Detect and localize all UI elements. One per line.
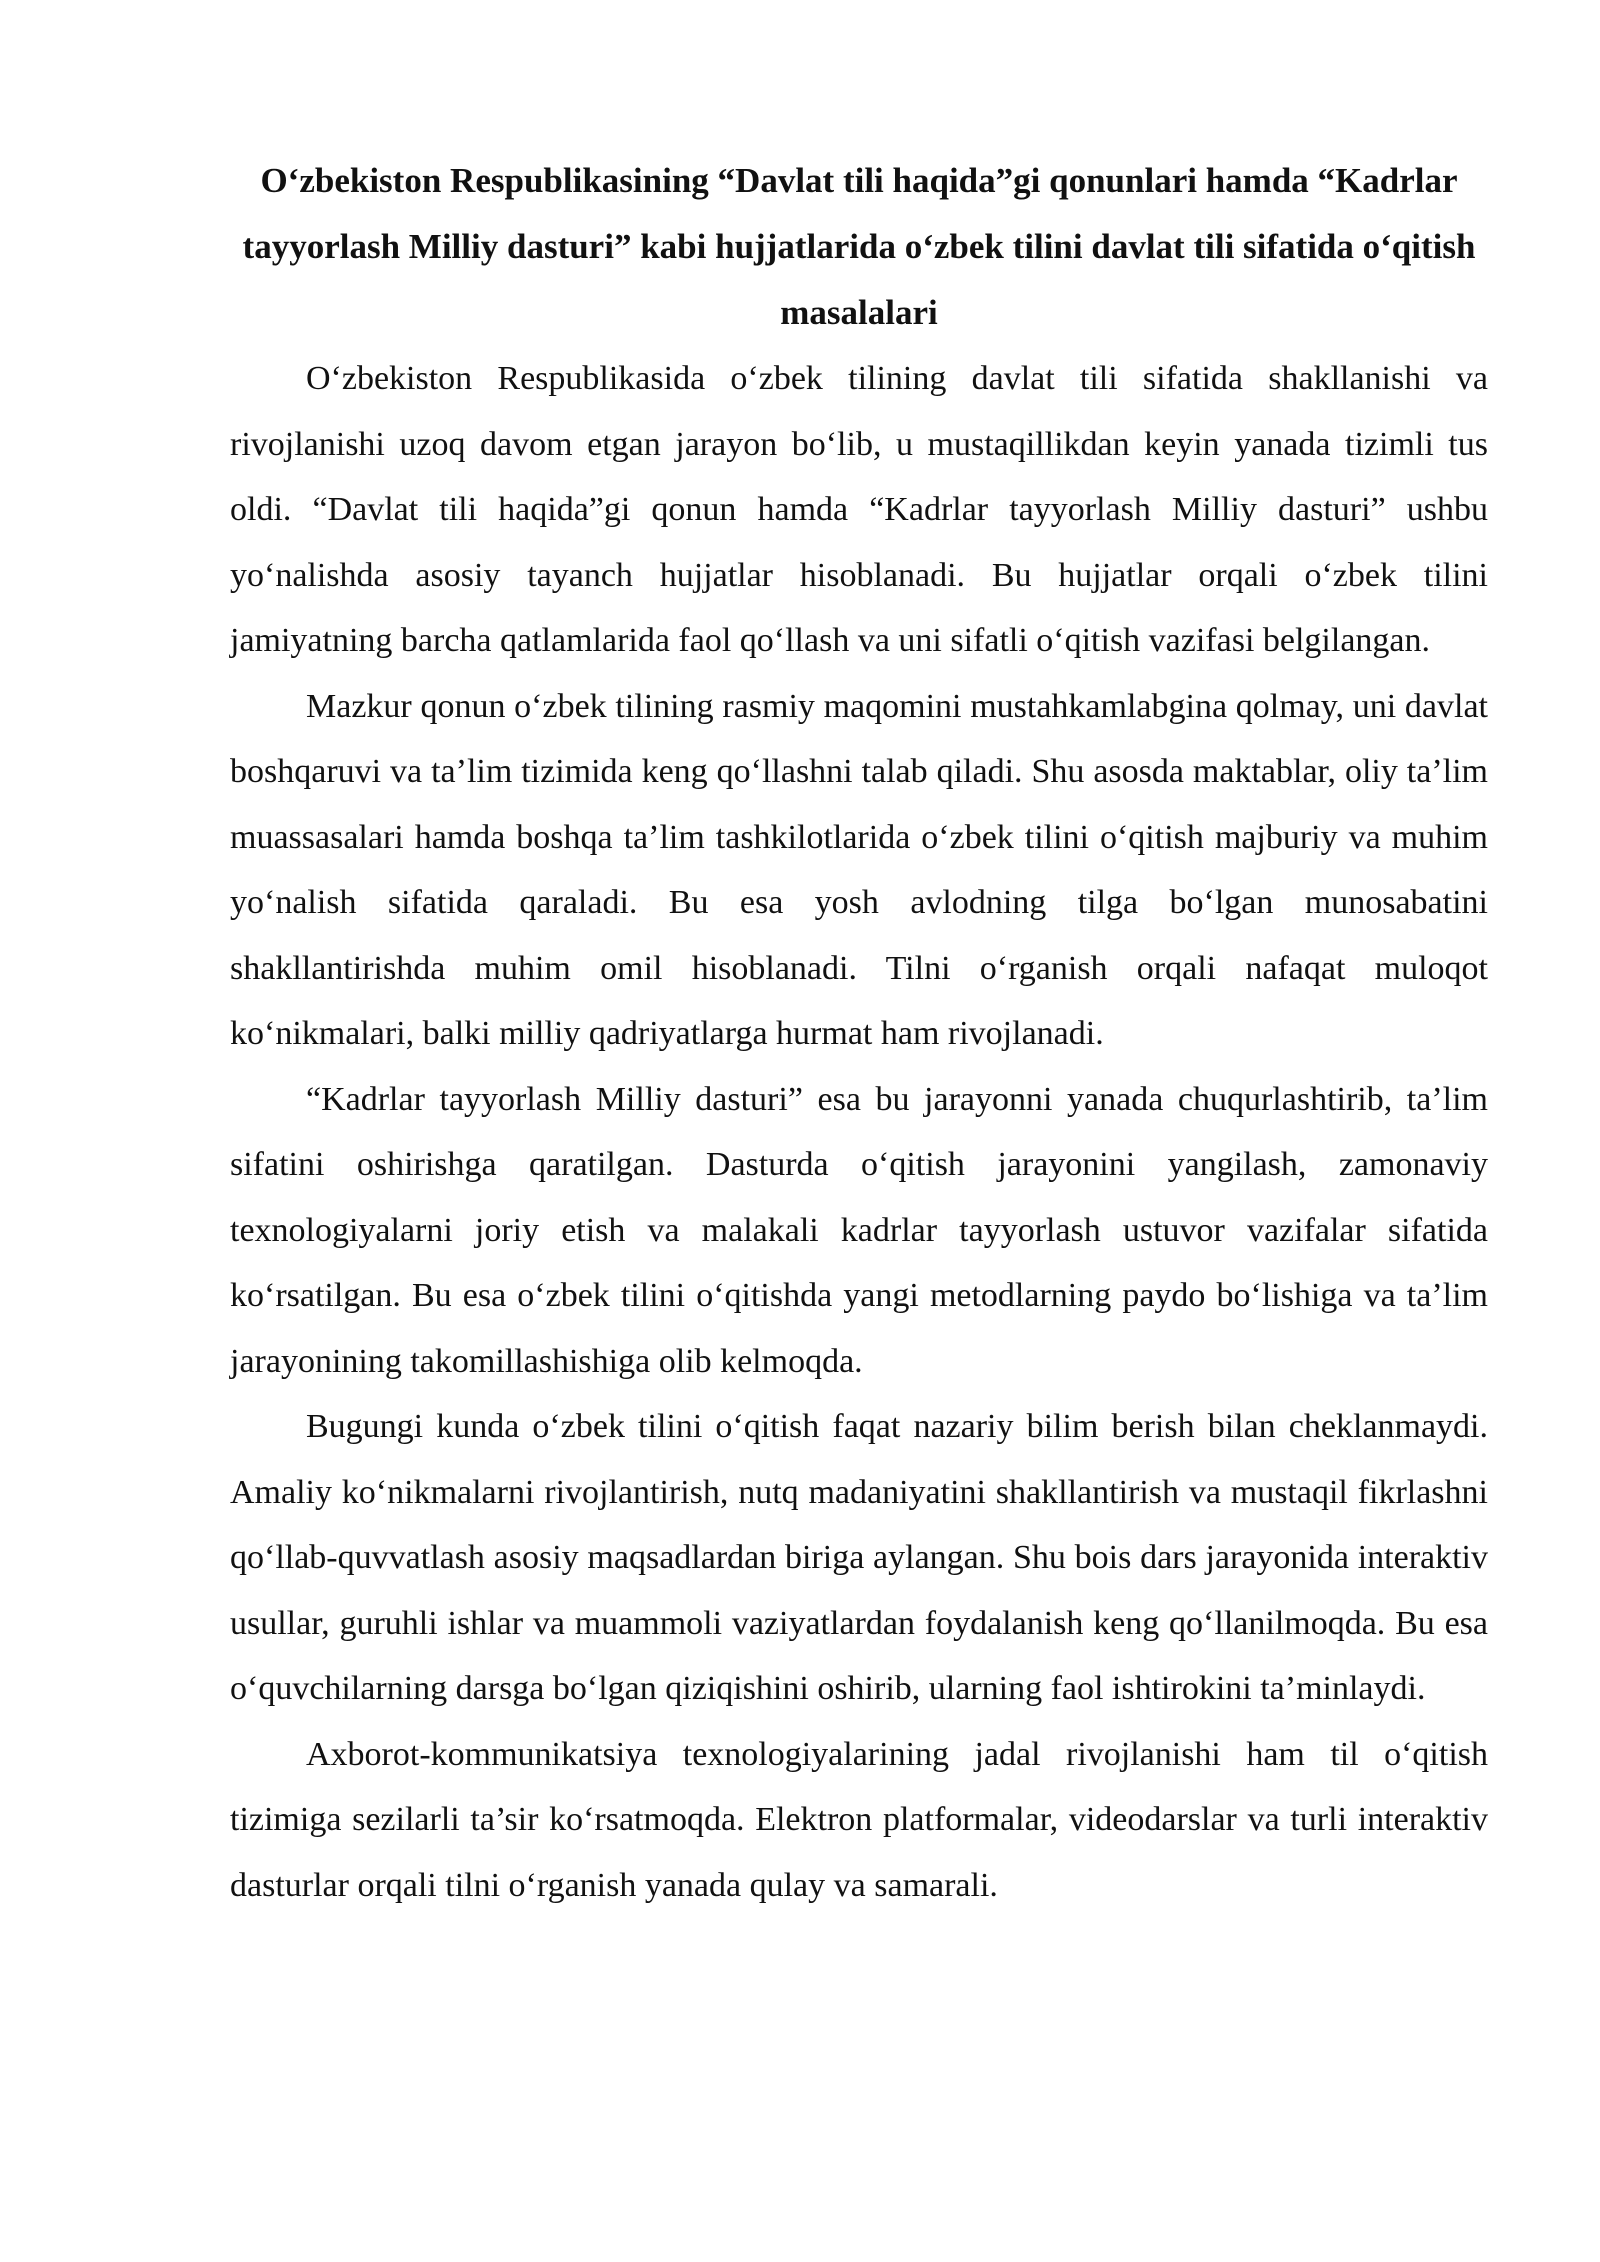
paragraph-1: O‘zbekiston Respublikasida o‘zbek tilining davlat tili sifatida shakllanishi va rivojlanishi uzoq davom etgan jarayon bo‘lib, u mustaqillikdan keyin yanada tizimli tus oldi. “Davlat tili haqida”gi qonun hamda “Kadrlar tayyorlash Milliy dasturi” ushbu yo‘nalishda asosiy tayanch hujjatlar hisoblanadi. Bu hujjatlar orqali o‘zbek tilini jamiyatning barcha qatlamlarida faol qo‘llash va uni sifatli o‘qitish vazifasi belgilangan. [230,360,1488,659]
document-body [230,148,1488,1918]
paragraph-4: Bugungi kunda o‘zbek tilini o‘qitish faqat nazariy bilim berish bilan cheklanmaydi. Amaliy ko‘nikmalarni rivojlantirish, nutq madaniyatini shakllantirish va mustaqil fikrlashni qo‘llab-quvvatlash asosiy maqsadlardan biriga aylangan. Shu bois dars jarayonida interaktiv usullar, guruhli ishlar va muammoli vaziyatlardan foydalanish keng qo‘llanilmoqda. Bu esa o‘quvchilarning darsga bo‘lgan qiziqishini oshirib, ularning faol ishtirokini ta’minlaydi. [230,1408,1488,1707]
paragraph-3: “Kadrlar tayyorlash Milliy dasturi” esa bu jarayonni yanada chuqurlashtirib, ta’lim sifatini oshirishga qaratilgan. Dasturda o‘qitish jarayonini yangilash, zamonaviy texnologiyalarni joriy etish va malakali kadrlar tayyorlash ustuvor vazifalar sifatida ko‘rsatilgan. Bu esa o‘zbek tilini o‘qitishda yangi metodlarning paydo bo‘lishiga va ta’lim jarayonining takomillashishiga olib kelmoqda. [230,1080,1488,1380]
paragraph-5: Axborot-kommunikatsiya texnologiyalarining jadal rivojlanishi ham til o‘qitish tizimiga sezilarli ta’sir ko‘rsatmoqda. Elektron platformalar, videodarslar va turli interaktiv dasturlar orqali tilni o‘rganish yanada qulay va samarali. [230,1735,1488,1904]
paragraph-2: Mazkur qonun o‘zbek tilining rasmiy maqomini mustahkamlabgina qolmay, uni davlat boshqaruvi va ta’lim tizimida keng qo‘llashni talab qiladi. Shu asosda maktablar, oliy ta’lim muassasalari hamda boshqa ta’lim tashkilotlarida o‘zbek tilini o‘qitish majburiy va muhim yo‘nalish sifatida qaraladi. Bu esa yosh avlodning tilga bo‘lgan munosabatini shakllantirishda muhim omil hisoblanadi. Tilni o‘rganish orqali nafaqat muloqot ko‘nikmalari, balki milliy qadriyatlarga hurmat ham rivojlanadi. [230,687,1488,1052]
document-title: O‘zbekiston Respublikasining “Davlat tili haqida”gi qonunlari hamda “Kadrlar tayyorlash Milliy dasturi” kabi hujjatlarida o‘zbek tilini davlat tili sifatida o‘qitish masalalari [242,161,1476,332]
